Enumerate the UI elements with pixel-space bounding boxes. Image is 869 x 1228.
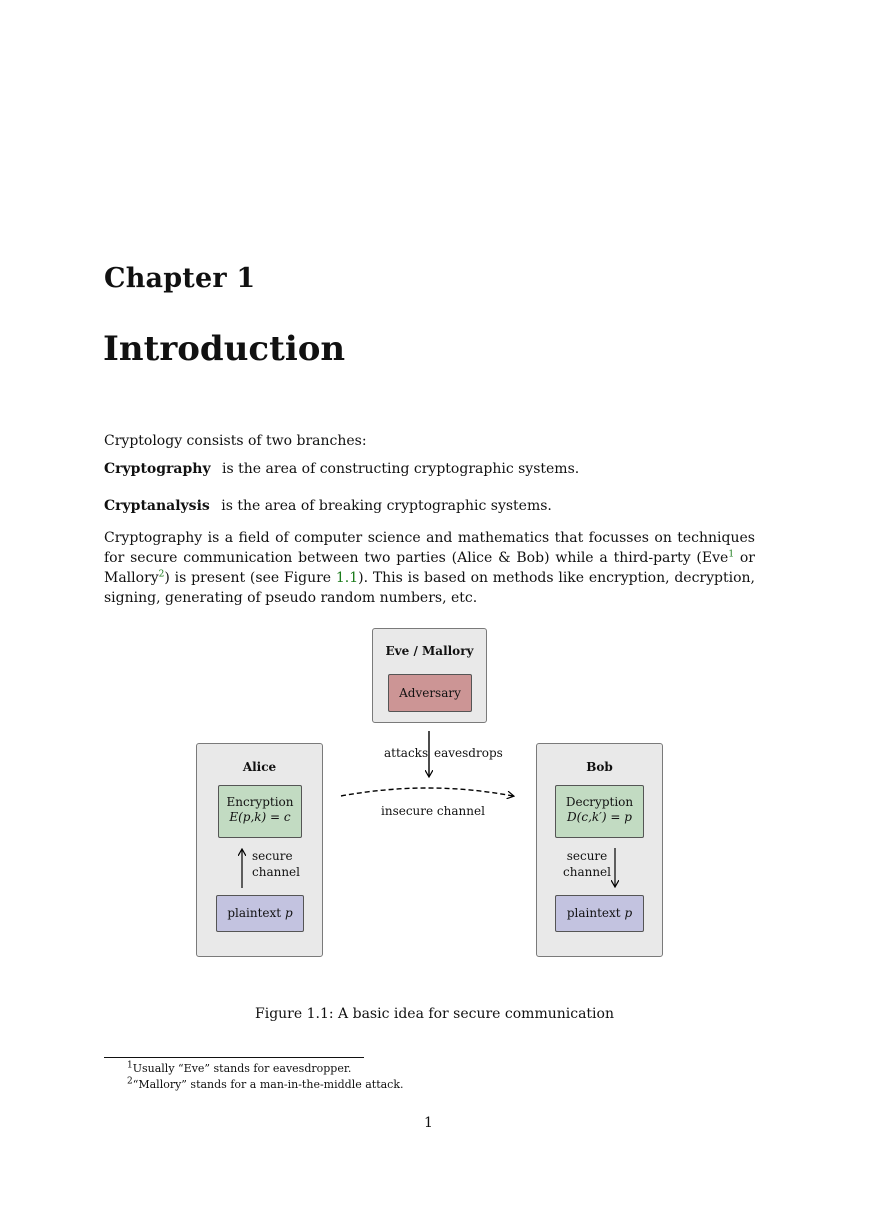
adversary-title: Eve / Mallory (385, 644, 474, 658)
definition-text: is the area of breaking cryptographic systems. (221, 498, 552, 514)
insecure-channel-label: insecure channel (381, 804, 485, 818)
eavesdrops-label: eavesdrops (434, 746, 503, 760)
footnote-ref-2[interactable]: 2 (158, 569, 165, 580)
footnote-mark: 1 (127, 1060, 133, 1071)
body-text-2: or Mallory (104, 550, 755, 586)
encryption-label: Encryption (226, 795, 294, 809)
channel-line-2: channel (563, 865, 611, 879)
figure-ref-link[interactable]: 1.1 (335, 570, 359, 586)
footnote-text: “Mallory” stands for a man-in-the-middle attack. (132, 1078, 404, 1091)
channel-line-1: secure (252, 849, 293, 863)
page-number: 1 (424, 1115, 433, 1131)
figure-caption: Figure 1.1: A basic idea for secure communication (255, 1006, 614, 1022)
body-text-1: Cryptography is a field of computer science and mathematics that focusses on techniques for secure communication between two parties (Alice & Bob) while a third-party (Eve (104, 530, 755, 566)
footnote-1 (127, 1062, 351, 1075)
body-text-3: ) is present (see Figure (164, 570, 336, 586)
channel-line-1: secure (566, 849, 608, 863)
plaintext-var: p (624, 906, 633, 920)
chapter-title: Introduction (103, 329, 346, 369)
definition-term: Cryptography (104, 461, 211, 477)
insecure-channel-arrow (341, 788, 513, 796)
footnote-text: Usually “Eve” stands for eavesdropper. (132, 1062, 352, 1075)
plaintext-var: p (284, 906, 293, 920)
decryption-formula: D(c,k′) = p (567, 810, 632, 824)
footnote-2 (127, 1078, 404, 1091)
decryption-label: Decryption (565, 795, 634, 809)
footnote-rule (104, 1057, 364, 1058)
body-text-4: ). This is based on methods like encryption, decryption, signing, generating of pseudo random numbers, etc. (104, 570, 755, 606)
alice-title: Alice (242, 760, 277, 774)
encryption-formula: E(p,k) = c (229, 810, 291, 824)
definition-term: Cryptanalysis (104, 498, 210, 514)
attacks-label: attacks (384, 746, 429, 760)
footnote-ref-1[interactable]: 1 (728, 549, 735, 560)
adversary-node: Adversary (388, 674, 472, 712)
footnote-mark: 2 (127, 1076, 133, 1087)
definition-text: is the area of constructing cryptographic systems. (222, 461, 580, 477)
chapter-label: Chapter 1 (104, 263, 256, 294)
plaintext-label: plaintext (566, 906, 621, 920)
intro-text: Cryptology consists of two branches: (104, 433, 367, 449)
channel-line-2: channel (252, 865, 300, 879)
bob-title: Bob (586, 760, 613, 774)
plaintext-label: plaintext (227, 906, 282, 920)
